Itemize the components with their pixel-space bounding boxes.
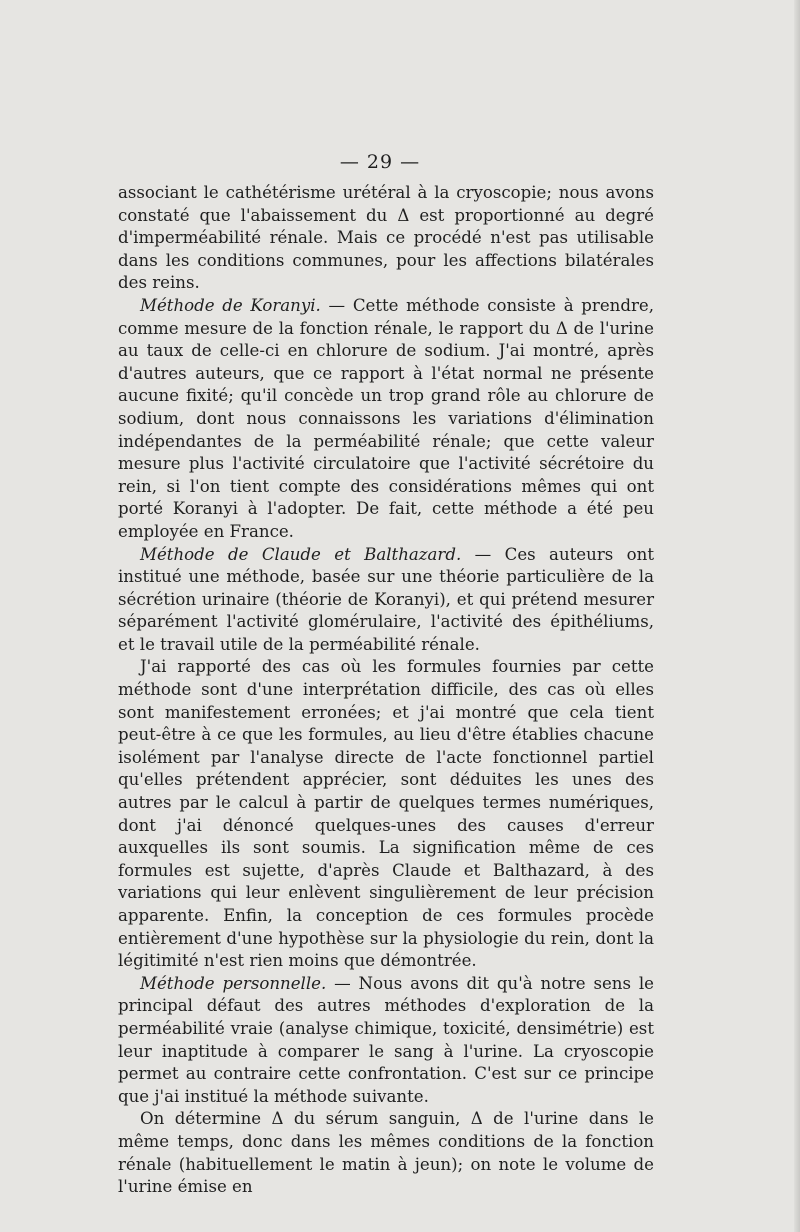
paragraph-text: J'ai rapporté des cas où les formules fournies par cette méthode sont d'une interprétation difficile, des cas où elles sont manifestement erronées; et j'ai montré que cela tient peut-être à ce que les formules, au lieu d'être établies chacune isolément par l'analyse directe de l'acte fonctionnel partiel qu'elles prétendent apprécier, sont déduites les unes des autres par le calcul à partir de quelques termes numériques, dont j'ai dénoncé quelques-unes des causes d'erreur auxquelles ils sont soumis. La signification même de ces formules est sujette, d'après Claude et Balthazard, à des variations qui leur enlèvent singulièrement de leur précision apparente. Enfin, la conception de ces formules procède entièrement d'une hypothèse sur la physiologie du rein, dont la légitimité n'est rien moins que démontrée. bbox=[118, 657, 654, 971]
paragraph-text: associant le cathétérisme urétéral à la cryoscopie; nous avons constaté que l'abaissement du Δ est proportionné au degré d'imperméabilité rénale. Mais ce procédé n'est pas utilisable dans les conditions communes, pour les affections bilatérales des reins. bbox=[118, 183, 654, 293]
section-heading-koranyi: Méthode de Koranyi. bbox=[140, 295, 321, 315]
paragraph-intro bbox=[118, 182, 654, 295]
section-heading-claude-balthazard: Méthode de Claude et Balthazard. bbox=[140, 544, 462, 564]
paragraph-text: — Ces auteurs ont institué une méthode, basée sur une théorie particulière de la sécrétion urinaire (théorie de Koranyi), et qui prétend mesurer séparément l'activité glomérulaire, l'activité des épithéliums, et le travail utile de la perméabilité rénale. bbox=[118, 544, 655, 654]
body-text bbox=[118, 182, 654, 1199]
paragraph-claude-balthazard bbox=[118, 544, 654, 657]
section-heading-personnelle: Méthode personnelle. bbox=[140, 973, 327, 993]
paragraph-determine bbox=[118, 1108, 654, 1198]
paragraph-personnelle bbox=[118, 973, 654, 1109]
page-number: — 29 — bbox=[339, 151, 421, 173]
paragraph-text: On détermine Δ du sérum sanguin, Δ de l'urine dans le même temps, donc dans les mêmes conditions de la fonction rénale (habituellement le matin à jeun); on note le volume de l'urine émise en bbox=[118, 1109, 654, 1197]
paragraph-koranyi bbox=[118, 295, 654, 544]
paragraph-text: — Cette méthode consiste à prendre, comme mesure de la fonction rénale, le rapport du Δ de l'urine au taux de celle-ci en chlorure de sodium. J'ai montré, après d'autres auteurs, que ce rapport à l'état normal ne présente aucune fixité; qu'il concède un trop grand rôle au chlorure de sodium, dont nous connaissons les variations d'élimination indépendantes de la perméabilité rénale; que cette valeur mesure plus l'activité circulatoire que l'activité sécrétoire du rein, si l'on tient compte des considérations mêmes qui ont porté Koranyi à l'adopter. De fait, cette méthode a été peu employée en France. bbox=[118, 295, 654, 541]
paragraph-rapporte bbox=[118, 656, 654, 972]
paragraph-text: — Nous avons dit qu'à notre sens le principal défaut des autres méthodes d'exploration de la perméabilité vraie (analyse chimique, toxicité, densimétrie) est leur inaptitude à comparer le sang à l'urine. La cryoscopie permet au contraire cette confrontation. C'est sur ce principe que j'ai institué la méthode suivante. bbox=[118, 973, 654, 1106]
